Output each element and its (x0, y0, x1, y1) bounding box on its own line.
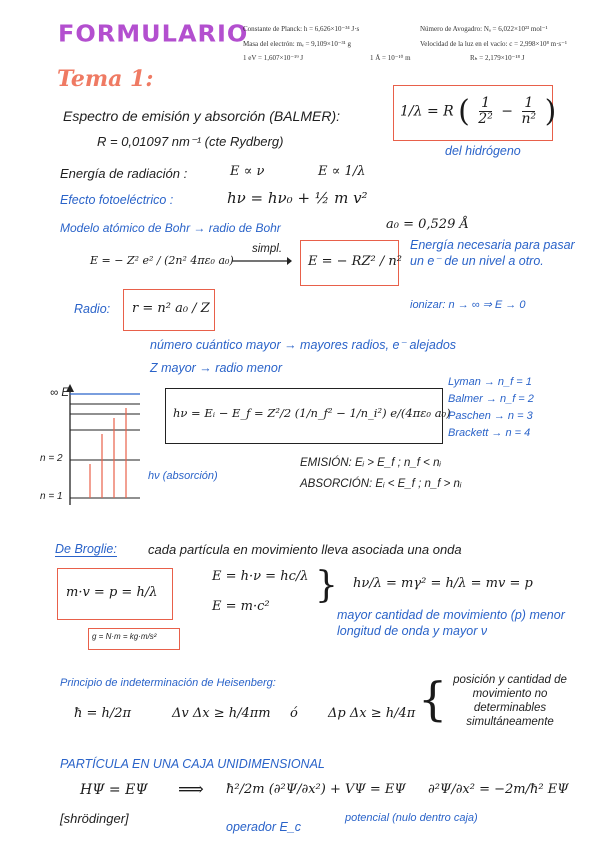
caja-potencial: potencial (nulo dentro caja) (345, 812, 478, 824)
balmer-num1: 1 (481, 94, 491, 111)
simpl-arrow (232, 256, 292, 266)
debroglie-note: mayor cantidad de movimiento (p) menor longitud de onda y mayor ν (337, 608, 565, 638)
heisenberg-velocity: Δv Δx ≥ h/4πm (172, 706, 271, 721)
radio-formula: r = n² a₀ / Z (132, 301, 210, 316)
level-n2-label: n = 2 (40, 453, 63, 464)
page-title: FORMULARIO (58, 20, 249, 48)
caja-eq3: ∂²Ψ/∂x² = −2m/ħ² EΨ (428, 782, 569, 797)
series-brackett: Brackett → n = 4 (448, 427, 531, 439)
fotoelectrico-heading: Efecto fotoeléctrico : (60, 193, 174, 207)
balmer-heading: Espectro de emisión y absorción (BALMER): (63, 108, 340, 124)
bohr-note2: Z mayor → radio menor (150, 361, 282, 375)
heisenberg-note: posición y cantidad de movimiento no determinables simultáneamente (453, 674, 567, 728)
balmer-lhs: 1/λ = R (400, 103, 454, 120)
constant-avogadro: Número de Avogadro: Nₐ = 6,022×10²³ mol⁻¹ (420, 25, 548, 33)
tema-heading: Tema 1: (57, 66, 154, 92)
debroglie-brace: } (315, 565, 338, 606)
series-balmer: Balmer → n_f = 2 (448, 393, 534, 405)
level-n1-label: n = 1 (40, 491, 63, 502)
bohr-note1: número cuántico mayor → mayores radios, e⁻ alejados (150, 338, 457, 352)
caja-label: PARTÍCULA EN UNA CAJA UNIDIMENSIONAL (60, 757, 325, 771)
energy-axis-label: ∞ E (50, 387, 70, 399)
series-paschen: Paschen → n = 3 (448, 410, 533, 422)
bohr-energy-boxed: E = − RZ² / n² (308, 254, 402, 269)
balmer-note: del hidrógeno (445, 144, 521, 158)
caja-operador: operador E_c (226, 820, 302, 834)
radio-label: Radio: (74, 302, 111, 316)
gravity-formula: g = N·m = kg·m/s² (92, 632, 157, 641)
heisenberg-label: Principio de indeterminación de Heisenberg: (60, 677, 276, 689)
bohr-energy-note: Energía necesaria para pasar un e⁻ de un nivel a otro. (410, 238, 575, 268)
absorcion-rule: ABSORCIÓN: Eᵢ < E_f ; n_f > nᵢ (300, 478, 462, 490)
constant-ev: 1 eV = 1,607×10⁻¹⁹ J (243, 54, 304, 62)
caja-schrodinger: [shrödinger] (60, 811, 129, 826)
debroglie-label: De Broglie: (55, 542, 117, 556)
series-lyman: Lyman → n_f = 1 (448, 376, 532, 388)
balmer-num2: 1 (524, 94, 534, 111)
constant-electron-mass: Masa del electrón: mₑ = 9,109×10⁻³¹ g (243, 40, 351, 48)
absorcion-label: hν (absorción) (148, 470, 218, 482)
debroglie-e2: E = m·c² (212, 599, 270, 614)
heisenberg-momentum: Δp Δx ≥ h/4π (328, 706, 416, 721)
energia-rel1: E ∝ ν (230, 164, 265, 179)
constant-rh: Rₕ = 2,179×10⁻¹⁸ J (470, 54, 525, 62)
bohr-energy-expr: E = − Z² e² / (2n² 4πε₀ a₀) (90, 254, 234, 267)
fotoelectrico-formula: hν = hν₀ + ½ m v² (227, 189, 368, 207)
bohr-simpl: simpl. (252, 243, 283, 255)
bohr-radius: a₀ = 0,529 Å (386, 217, 469, 232)
balmer-den1: 2² (478, 111, 493, 127)
debroglie-result: hν/λ = mγ² = h/λ = mv = p (353, 576, 533, 591)
caja-eq2: ħ²/2m (∂²Ψ/∂x²) + VΨ = EΨ (226, 782, 406, 797)
caja-eq1: HΨ = EΨ (80, 782, 148, 798)
constant-planck: Constante de Planck: h = 6,626×10⁻³⁴ J·s (243, 25, 360, 33)
debroglie-e1: E = h·ν = hc/λ (212, 569, 309, 584)
debroglie-text: cada partícula en movimiento lleva asociada una onda (148, 542, 462, 557)
caja-arrow: ⟹ (178, 779, 204, 800)
energia-rel2: E ∝ 1/λ (318, 164, 366, 179)
heisenberg-brace: { (418, 672, 448, 726)
constant-angstrom: 1 Å = 10⁻¹⁰ m (370, 54, 411, 62)
emision-rule: EMISIÓN: Eᵢ > E_f ; n_f < nᵢ (300, 457, 441, 469)
energia-radiacion-label: Energía de radiación : (60, 166, 188, 181)
heisenberg-hbar: ħ = h/2π (74, 706, 132, 721)
balmer-formula: 1/λ = R ( $\frac{1}{\text{2²}}$ − $\frac{1}{\text{n²}}$ ) (400, 94, 557, 129)
heisenberg-or: ó (290, 706, 298, 721)
debroglie-boxed: m·v = p = h/λ (66, 585, 158, 600)
constant-light-speed: Velocidad de la luz en el vacío: c = 2,998×10⁸ m·s⁻¹ (420, 40, 567, 48)
transition-formula: hν = Eᵢ − E_f = Z²/2 (1/n_f² − 1/n_i²) e/(4πε₀ a₀) (173, 406, 451, 420)
bohr-label: Modelo atómico de Bohr → radio de Bohr (60, 221, 281, 235)
balmer-den2: n² (521, 111, 537, 127)
rydberg-constant: R = 0,01097 nm⁻¹ (cte Rydberg) (97, 134, 284, 149)
bohr-ionizar: ionizar: n → ∞ ⇒ E → 0 (410, 299, 526, 311)
